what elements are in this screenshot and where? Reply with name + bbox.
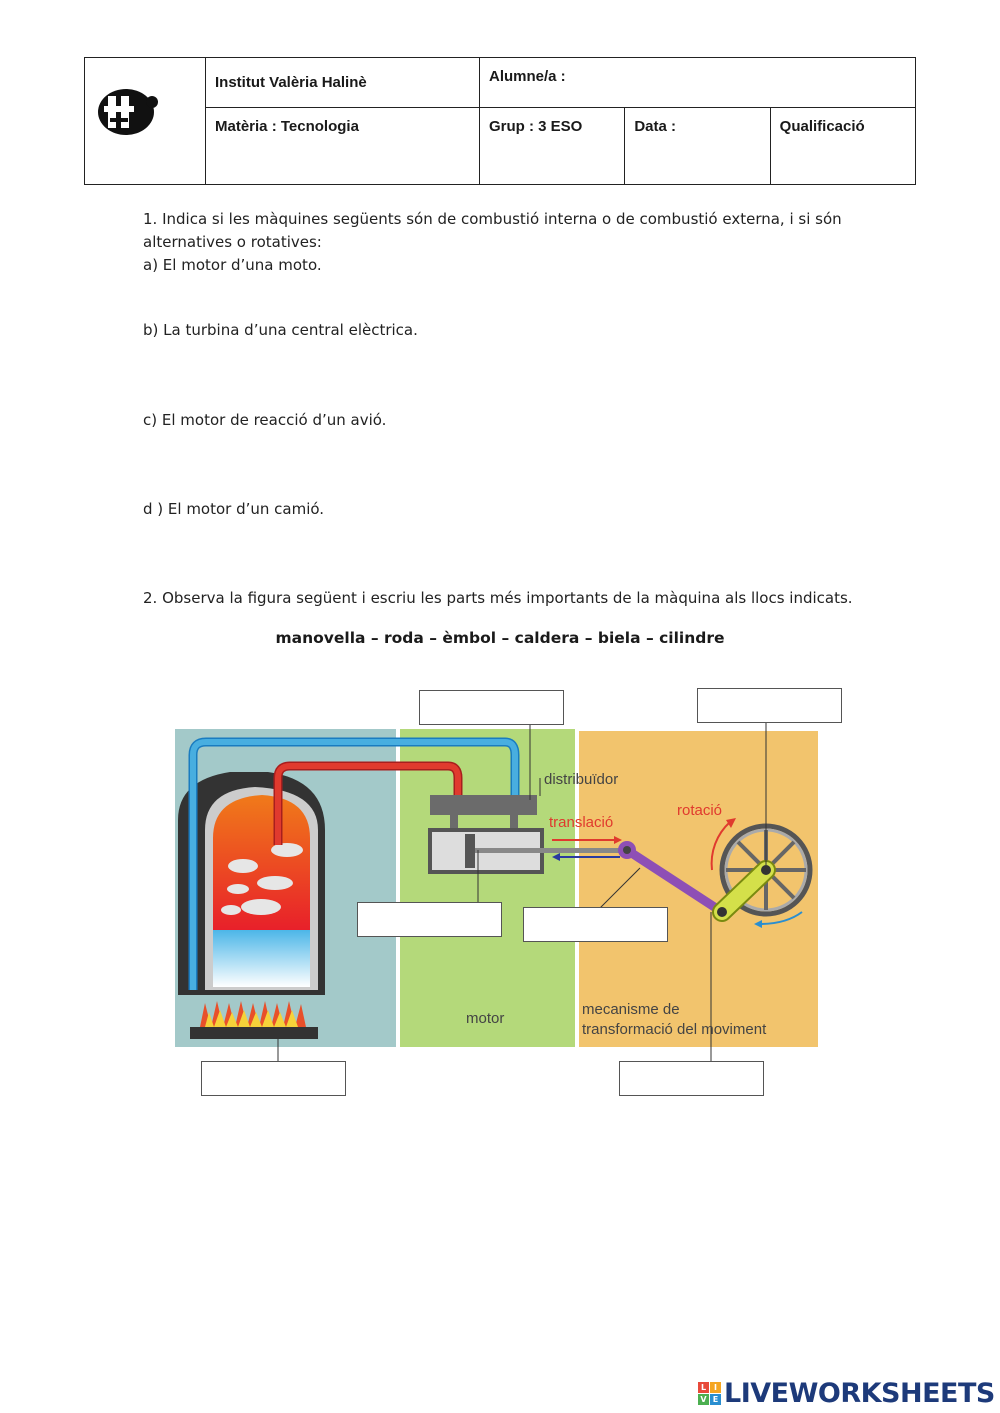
grade-label: Qualificació [779, 118, 865, 135]
label-mechanism-line1: mecanisme de [582, 1001, 680, 1018]
group-cell: Grup : 3 ESO [480, 108, 625, 185]
question1-prompt-line1: 1. Indica si les màquines següents són de combustió interna o de combustió externa, i si són [143, 210, 842, 228]
liveworksheets-icon: L I V E [698, 1382, 721, 1405]
question2-prompt: 2. Observa la figura següent i escriu les parts més importants de la màquina als llocs indicats. [143, 589, 853, 607]
label-rotation: rotació [677, 802, 723, 819]
label-distributor: distribuïdor [544, 771, 619, 788]
word-bank: manovella – roda – èmbol – caldera – biela – cilindre [275, 629, 725, 647]
question1-item-a: a) El motor d’una moto. [143, 256, 322, 274]
label-mechanism-line2: transformació del moviment [582, 1021, 767, 1038]
school-name: Institut Valèria Halinè [206, 58, 480, 108]
distributor-block [430, 795, 537, 815]
answer-box-distributor-top[interactable] [419, 690, 564, 725]
student-label: Alumne/a : [489, 68, 566, 85]
question1-item-c: c) El motor de reacció d’un avió. [143, 411, 387, 429]
liveworksheets-logo [698, 1378, 995, 1409]
label-motor: motor [466, 1010, 505, 1027]
question1-item-b: b) La turbina d’una central elèctrica. [143, 321, 418, 339]
subject-cell: Matèria : Tecnologia [206, 108, 480, 185]
answer-box-crank[interactable] [619, 1061, 764, 1096]
piston-head [465, 834, 475, 868]
date-label: Data : [634, 118, 677, 135]
answer-box-wheel[interactable] [697, 688, 842, 723]
label-translation: translació [549, 814, 614, 831]
answer-box-piston[interactable] [357, 902, 502, 937]
question1-item-d: d ) El motor d’un camió. [143, 500, 325, 518]
boiler-water [213, 930, 310, 987]
question1-prompt-line2: alternatives o rotatives: [143, 233, 322, 251]
burner-base [190, 1027, 318, 1039]
answer-box-boiler[interactable] [201, 1061, 346, 1096]
piston-rod [475, 848, 625, 853]
liveworksheets-text: LIVEWORKSHEETS [724, 1378, 995, 1409]
answer-box-connecting-rod[interactable] [523, 907, 668, 942]
